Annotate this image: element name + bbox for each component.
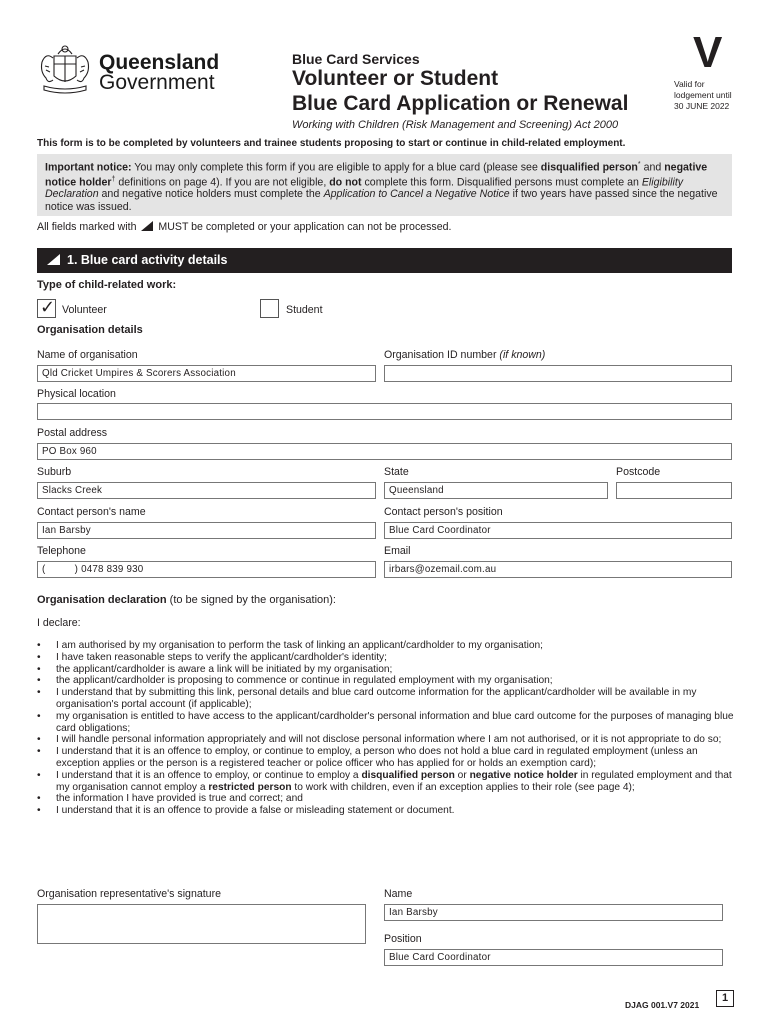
telephone-number: 0478 839 930 xyxy=(81,564,144,575)
postal-address-field[interactable]: PO Box 960 xyxy=(37,443,732,460)
notice-text: complete this form. Disqualified persons must complete an xyxy=(361,176,642,189)
physical-location-field[interactable] xyxy=(37,403,732,420)
declaration-item: • my organisation is entitled to have access to the applicant/cardholder's personal information and blue card outcome for the purposes of managing blue card obligations; xyxy=(37,711,737,735)
position-label: Position xyxy=(384,933,422,945)
act-reference: Working with Children (Risk Management and Screening) Act 2000 xyxy=(292,119,619,131)
suburb-label: Suburb xyxy=(37,466,72,478)
org-name-label: Name of organisation xyxy=(37,349,138,361)
postcode-field[interactable] xyxy=(616,482,732,499)
name-label: Name xyxy=(384,888,413,900)
state-label: State xyxy=(384,466,409,478)
form-title-line2: Blue Card Application or Renewal xyxy=(292,92,629,115)
declaration-note: (to be signed by the organisation): xyxy=(166,594,336,606)
section-title: 1. Blue card activity details xyxy=(67,253,228,267)
notice-sup: * xyxy=(637,161,641,168)
declaration-item: • I understand that it is an offence to employ, or continue to employ, a person who does not hold a blue card in regulated employment (unless an exception applies or the person is a registered teacher or police officer who has applied for or holds an exemption card); xyxy=(37,746,737,770)
logo-text-government: Government xyxy=(99,71,215,94)
form-code: DJAG 001.V7 2021 xyxy=(625,1000,700,1010)
notice-text: and xyxy=(640,161,665,174)
org-details-heading: Organisation details xyxy=(37,324,143,336)
contact-name-field[interactable]: Ian Barsby xyxy=(37,522,376,539)
notice-text: if two years have passed since the negative notice was issued. xyxy=(45,188,718,213)
notice-text: You may only complete this form if you are eligible to apply for a blue card (please see xyxy=(131,161,541,174)
notice-sup: † xyxy=(111,175,116,183)
required-marker-icon xyxy=(47,254,60,265)
intro-text: This form is to be completed by volunteers and trainee students proposing to start or continue in child-related employment. xyxy=(37,138,626,149)
org-id-label-text: Organisation ID number xyxy=(384,349,500,361)
validity-line: lodgement until xyxy=(674,90,732,100)
physical-location-label: Physical location xyxy=(37,388,116,400)
required-fields-note xyxy=(37,221,451,233)
service-name: Blue Card Services xyxy=(292,51,420,67)
contact-name-label: Contact person's name xyxy=(37,506,146,518)
name-field[interactable]: Ian Barsby xyxy=(384,904,723,921)
postal-address-label: Postal address xyxy=(37,427,108,439)
telephone-label: Telephone xyxy=(37,545,86,557)
area-code-brackets: ( ) xyxy=(42,564,79,575)
telephone-field[interactable] xyxy=(37,561,376,578)
decl-text: in regulated employment and that my organisation cannot employ a xyxy=(56,769,732,793)
notice-lead: Important notice: xyxy=(45,161,132,174)
section-header xyxy=(37,248,732,273)
declaration-item: • I have taken reasonable steps to verify the applicant/cardholder's identity; xyxy=(37,652,737,664)
position-field[interactable]: Blue Card Coordinator xyxy=(384,949,723,966)
decl-text: to work with children, even if an exception applies to their role (see page 4); xyxy=(291,781,635,793)
decl-term: disqualified person xyxy=(361,769,455,781)
notice-text: and negative notice holders must complete the xyxy=(98,188,324,201)
contact-position-label: Contact person's position xyxy=(384,506,503,518)
declaration-item: • the information I have provided is true and correct; and xyxy=(37,793,737,805)
decl-text: I understand that it is an offence to employ, or continue to employ a xyxy=(56,769,362,781)
notice-italic: Application to Cancel a Negative Notice xyxy=(323,188,510,201)
check-icon: ✓ xyxy=(40,297,56,317)
notice-italic: Eligibility Declaration xyxy=(45,176,684,201)
contact-position-field[interactable]: Blue Card Coordinator xyxy=(384,522,732,539)
declaration-heading xyxy=(37,594,336,606)
validity-note xyxy=(674,79,744,112)
declaration-list xyxy=(37,640,737,817)
signature-field[interactable] xyxy=(37,904,366,944)
req-text: MUST be completed or your application can not be processed. xyxy=(155,221,452,233)
decl-term: restricted person xyxy=(208,781,292,793)
volunteer-label: Volunteer xyxy=(62,304,107,316)
declaration-item: • I will handle personal information appropriately and will not disclose personal information where I am not authorised, or it is not appropriate to do so; xyxy=(37,734,737,746)
validity-date: 30 JUNE 2022 xyxy=(674,101,730,111)
declaration-title: Organisation declaration xyxy=(37,594,167,606)
declaration-item: • the applicant/cardholder is proposing to commence or continue in regulated employment with my organisation; xyxy=(37,675,737,687)
required-marker-icon xyxy=(141,221,153,231)
decl-text: or xyxy=(454,769,470,781)
important-notice xyxy=(37,154,732,216)
i-declare-label: I declare: xyxy=(37,617,81,629)
queensland-crest-logo xyxy=(36,42,94,94)
org-id-hint: (if known) xyxy=(499,349,546,361)
signature-label: Organisation representative's signature xyxy=(37,888,221,900)
org-id-field[interactable] xyxy=(384,365,732,382)
notice-term: do not xyxy=(329,176,362,189)
suburb-field[interactable]: Slacks Creek xyxy=(37,482,376,499)
declaration-item: • I am authorised by my organisation to perform the task of linking an applicant/cardholder to my organisation; xyxy=(37,640,737,652)
work-type-label: Type of child-related work: xyxy=(37,279,177,291)
student-checkbox[interactable] xyxy=(260,299,279,318)
notice-term: negative notice holder xyxy=(45,161,708,189)
declaration-item xyxy=(37,770,737,794)
postcode-label: Postcode xyxy=(616,466,661,478)
logo-text-queensland: Queensland xyxy=(99,51,220,74)
org-name-field[interactable]: Qld Cricket Umpires & Scorers Association xyxy=(37,365,376,382)
decl-term: negative notice holder xyxy=(469,769,578,781)
req-text: All fields marked with xyxy=(37,221,140,233)
notice-text: definitions on page 4). If you are not eligible, xyxy=(115,176,330,189)
form-title-line1: Volunteer or Student xyxy=(292,67,499,90)
form-letter: V xyxy=(693,28,723,77)
student-label: Student xyxy=(286,304,323,316)
email-field[interactable]: irbars@ozemail.com.au xyxy=(384,561,732,578)
volunteer-checkbox[interactable] xyxy=(37,299,56,318)
declaration-item: • the applicant/cardholder is aware a link will be initiated by my organisation; xyxy=(37,664,737,676)
state-field[interactable]: Queensland xyxy=(384,482,608,499)
email-label: Email xyxy=(384,545,411,557)
validity-line: Valid for xyxy=(674,79,705,89)
declaration-item: • I understand that by submitting this link, personal details and blue card outcome information for the applicant/cardholder will be available in my organisation's portal account (if applicable); xyxy=(37,687,737,711)
declaration-item: • I understand that it is an offence to provide a false or misleading statement or document. xyxy=(37,805,737,817)
page-number: 1 xyxy=(716,990,734,1007)
org-id-label xyxy=(384,349,545,361)
notice-term: disqualified person xyxy=(540,161,638,174)
